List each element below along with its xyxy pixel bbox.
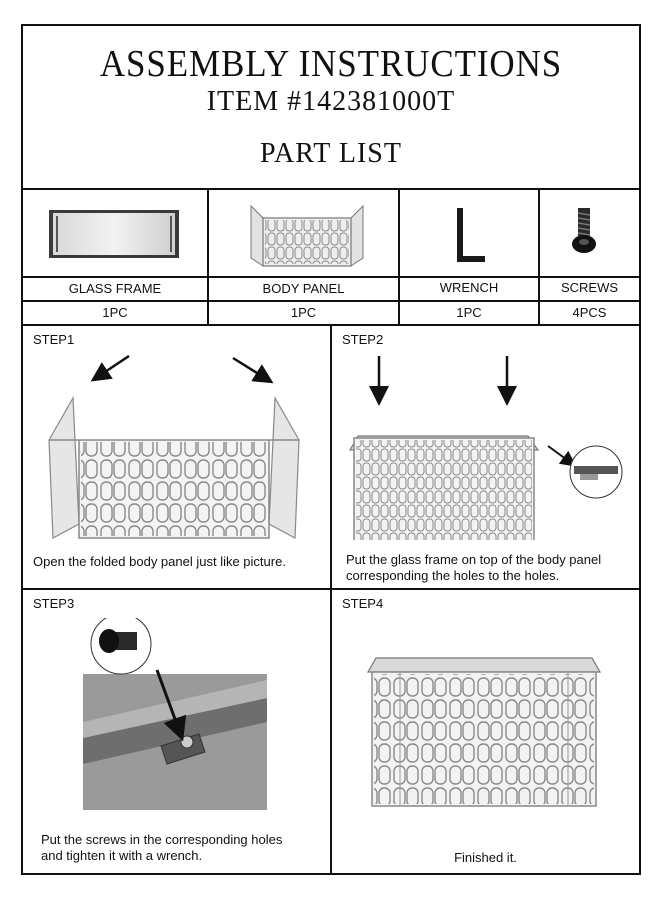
step-2-text: [346, 552, 601, 584]
item-number: ITEM #142381000T: [206, 86, 456, 117]
step-4-label: STEP4: [342, 596, 384, 611]
step-3-illustration: [81, 618, 271, 810]
part-qty-wrench: 1PC: [456, 305, 482, 320]
step-2-panel: [332, 326, 639, 588]
step-4-text: Finished it.: [454, 850, 517, 865]
document-title: ASSEMBLY INSTRUCTIONS: [99, 43, 563, 85]
part-qty-screws: 4PCS: [572, 305, 607, 320]
screw-image: [571, 206, 597, 256]
step-3-text-line-2: and tighten it with a wrench.: [41, 848, 203, 863]
step-1-panel: [23, 326, 330, 588]
step-4-illustration: [364, 654, 604, 810]
step-3-text: [41, 832, 282, 864]
part-list-heading: PART LIST: [260, 138, 402, 169]
step-2-label: STEP2: [342, 332, 384, 347]
part-name-glass-frame: GLASS FRAME: [68, 281, 162, 296]
instruction-sheet: [21, 24, 641, 875]
part-qty-glass-frame: 1PC: [102, 305, 128, 320]
step-2-illustration: [344, 350, 634, 540]
step-2-text-line-1: Put the glass frame on top of the body panel: [346, 552, 602, 567]
header: [23, 26, 639, 190]
part-name-body-panel: BODY PANEL: [262, 281, 345, 296]
step-4-panel: [332, 590, 639, 875]
part-name-wrench: WRENCH: [439, 280, 499, 295]
step-2-text-line-2: corresponding the holes to the holes.: [346, 568, 560, 583]
step-1-label: STEP1: [33, 332, 75, 347]
step-1-text: Open the folded body panel just like picture.: [33, 554, 286, 569]
step-1-illustration: [43, 348, 313, 548]
step-3-panel: [23, 590, 330, 875]
step-3-text-line-1: Put the screws in the corresponding holes: [41, 832, 283, 847]
wrench-image: [451, 206, 491, 266]
glass-frame-image: [47, 208, 181, 260]
body-panel-image: [249, 204, 365, 270]
step-3-label: STEP3: [33, 596, 75, 611]
part-qty-body-panel: 1PC: [290, 305, 317, 320]
part-name-screws: SCREWS: [560, 280, 619, 295]
